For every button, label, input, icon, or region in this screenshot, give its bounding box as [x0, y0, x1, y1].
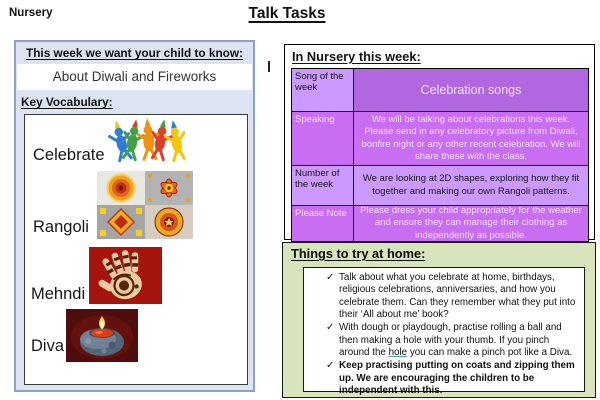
- things-at-home-header: Things to try at home:: [291, 246, 426, 261]
- row-content: Celebration songs: [354, 69, 588, 111]
- celebration-figures-image: [107, 117, 185, 172]
- class-label: Nursery: [9, 7, 53, 19]
- vocab-word-mehndi: Mehndi: [31, 285, 86, 303]
- key-vocabulary-header: Key Vocabulary:: [21, 95, 113, 109]
- check-icon: ✓: [326, 272, 335, 283]
- row-content: Please dress your child appropriately for the weather and ensure they can manage their clothing as independently as possible.: [354, 206, 588, 241]
- row-label: Please Note: [292, 206, 354, 241]
- checklist-item: ✓ Keep practising putting on coats and zipping them up. We are encouraging the children to be independent with this.: [326, 360, 575, 397]
- text-cursor: [268, 61, 270, 72]
- page-title: Talk Tasks: [248, 5, 326, 22]
- child-know-header: This week we want your child to know:: [26, 46, 243, 60]
- check-icon: ✓: [326, 322, 335, 334]
- mehndi-hand-image: [89, 247, 162, 309]
- row-label: Song of the week: [292, 69, 354, 111]
- nursery-week-panel: [284, 44, 595, 240]
- table-row-note: [292, 205, 588, 241]
- nursery-week-header: In Nursery this week:: [292, 49, 421, 64]
- row-content: We will be talking about celebrations this week. Please send in any celebratory picture from Diwali, bonfire night or any other recent celebration. We will share these with the class.: [354, 112, 588, 165]
- row-content: We are looking at 2D shapes, exploring how they fit together and making our own Rangoli patterns.: [354, 166, 588, 205]
- vocab-word-celebrate: Celebrate: [33, 146, 105, 164]
- weekly-topic: About Diwali and Fireworks: [17, 64, 252, 90]
- child-know-panel: [14, 40, 255, 392]
- week-table: [291, 68, 589, 242]
- table-row-song: [292, 69, 588, 111]
- checklist-item: ✓ With dough or playdough, practise rolling a ball and then making a hole with your thumb. If you pinch around the hole you can make a pinch pot like a Diva.: [326, 322, 573, 359]
- home-checklist-box: [303, 267, 585, 397]
- key-vocabulary-box: [24, 114, 248, 385]
- table-row-speaking: [292, 111, 588, 165]
- diva-candle-image: [66, 309, 138, 367]
- check-icon: ✓: [326, 360, 335, 372]
- table-row-number: [292, 165, 588, 205]
- row-label: Speaking: [292, 112, 354, 165]
- checklist-item: ✓ Talk about what you celebrate at home, birthdays, religious celebrations, anniversaries, and how you celebrate them. Can they remember what they put into their ‘All about me’ book?: [326, 272, 576, 321]
- vocab-word-rangoli: Rangoli: [33, 218, 89, 236]
- rangoli-collage-image: [97, 171, 193, 244]
- underlined-word: hole: [388, 347, 408, 359]
- things-at-home-panel: [282, 242, 596, 398]
- row-label: Number of the week: [292, 166, 354, 205]
- vocab-word-diva: Diva: [31, 337, 65, 355]
